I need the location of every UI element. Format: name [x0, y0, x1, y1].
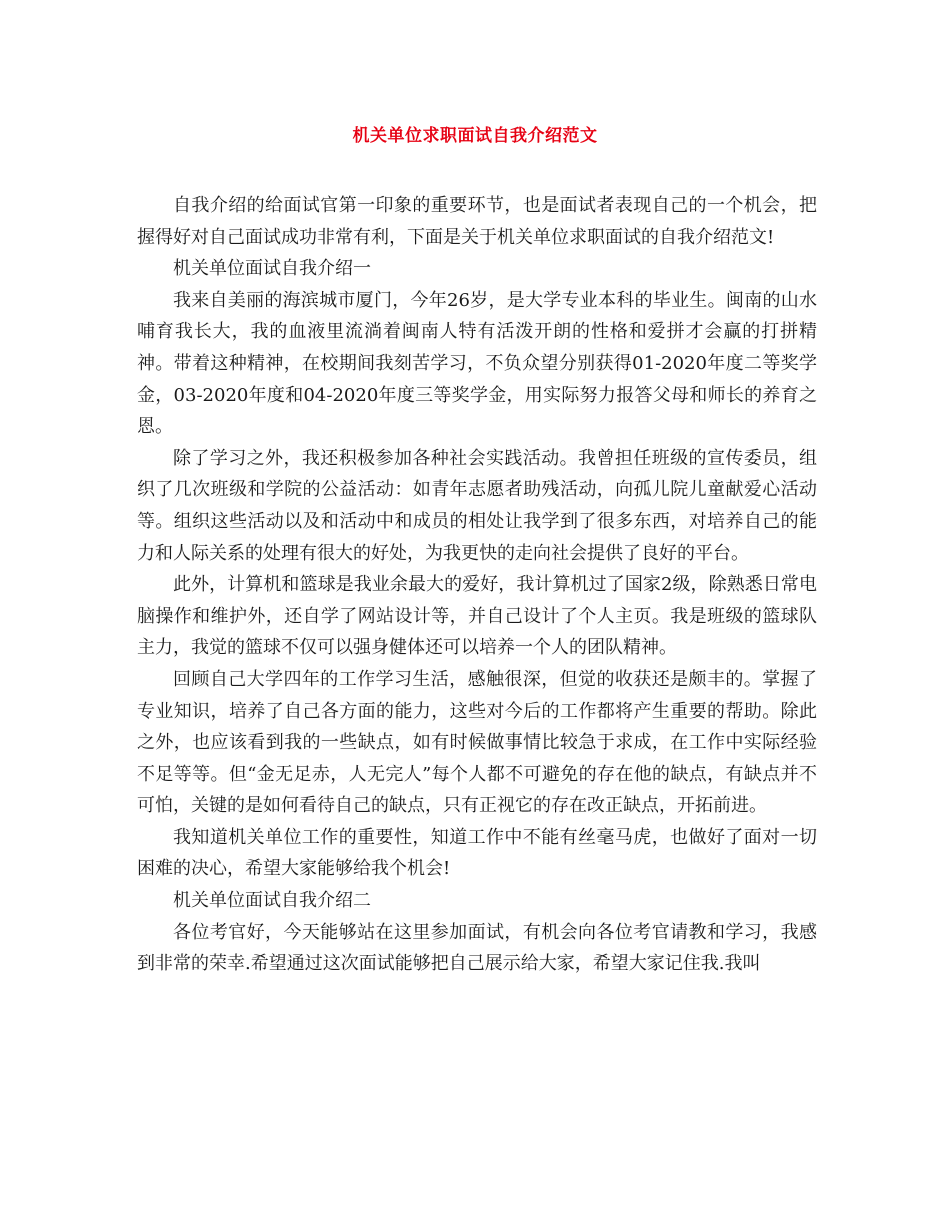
intro-paragraph: 自我介绍的给面试官第一印象的重要环节，也是面试者表现自己的一个机会，把握得好对自己面试成功非常有利，下面是关于机关单位求职面试的自我介绍范文!: [137, 195, 817, 248]
body-paragraph: 我来自美丽的海滨城市厦门，今年26岁，是大学专业本科的毕业生。闽南的山水哺育我长大，我的血液里流淌着闽南人特有活泼开朗的性格和爱拼才会赢的打拼精神。带着这种精神，在校期间我刻苦学习，不负众望分别获得01-2020年度二等奖学金，03-2020年度和04-2020年度三等奖学金，用实际努力报答父母和师长的养育之恩。: [137, 289, 817, 438]
section-heading-one: 机关单位面试自我介绍一: [173, 258, 371, 280]
document-title: 机关单位求职面试自我介绍范文: [352, 126, 598, 146]
body-paragraph: 除了学习之外，我还积极参加各种社会实践活动。我曾担任班级的宣传委员，组织了几次班级和学院的公益活动：如青年志愿者助残活动，向孤儿院儿童献爱心活动等。组织这些活动以及和活动中和成员的相处让我学到了很多东西，对培养自己的能力和人际关系的处理有很大的好处，为我更快的走向社会提供了良好的平台。: [137, 447, 817, 564]
body-paragraph: 各位考官好，今天能够站在这里参加面试，有机会向各位考官请教和学习，我感到非常的荣幸.希望通过这次面试能够把自己展示给大家，希望大家记住我.我叫: [137, 921, 817, 975]
body-paragraph: 此外，计算机和篮球是我业余最大的爱好，我计算机过了国家2级，除熟悉日常电脑操作和维护外，还自学了网站设计等，并自己设计了个人主页。我是班级的篮球队主力，我觉的篮球不仅可以强身健体还可以培养一个人的团队精神。: [137, 574, 817, 659]
document-body: [137, 190, 817, 980]
body-paragraph: 回顾自己大学四年的工作学习生活，感触很深，但觉的收获还是颇丰的。掌握了专业知识，培养了自己各方面的能力，这些对今后的工作都将产生重要的帮助。除此之外，也应该看到我的一些缺点，如有时候做事情比较急于求成，在工作中实际经验不足等等。但“金无足赤，人无完人”每个人都不可避免的存在他的缺点，有缺点并不可怕，关键的是如何看待自己的缺点，只有正视它的存在改正缺点，开拓前进。: [137, 668, 817, 817]
section-heading-two: 机关单位面试自我介绍二: [173, 890, 371, 912]
body-paragraph: 我知道机关单位工作的重要性，知道工作中不能有丝毫马虎，也做好了面对一切困难的决心，希望大家能够给我个机会!: [137, 826, 817, 880]
